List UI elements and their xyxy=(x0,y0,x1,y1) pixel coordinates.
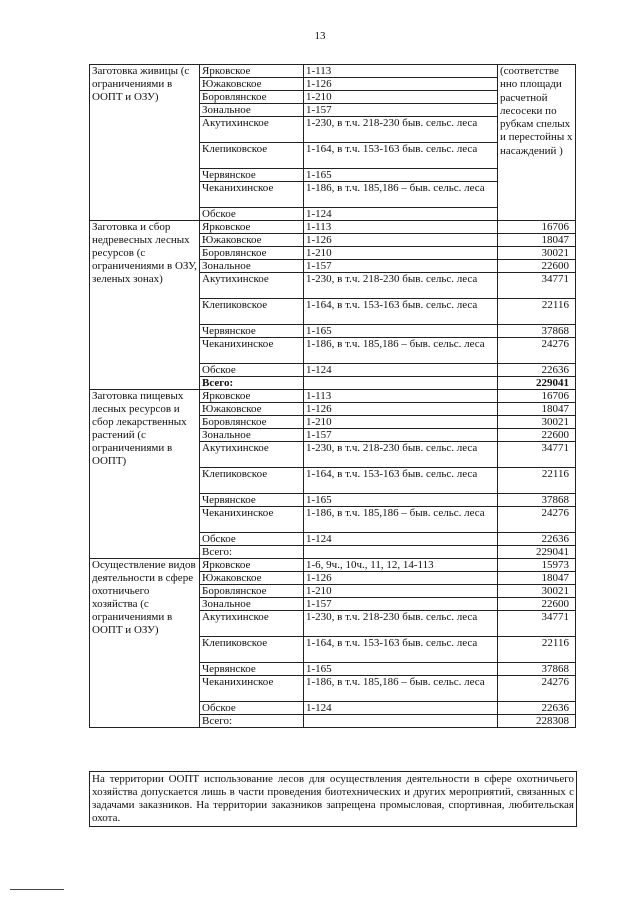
quarters-cell: 1-230, в т.ч. 218-230 быв. сельс. леса xyxy=(304,273,498,299)
table-row xyxy=(90,390,576,403)
quarters-cell: 1-230, в т.ч. 218-230 быв. сельс. леса xyxy=(304,117,498,143)
area-cell: 30021 xyxy=(498,247,576,260)
area-cell: 37868 xyxy=(498,325,576,338)
quarters-cell: 1-124 xyxy=(304,208,498,221)
total-empty-cell xyxy=(304,546,498,559)
forestry-cell: Ярковское xyxy=(200,221,304,234)
forestry-cell: Боровлянское xyxy=(200,91,304,104)
forestry-cell: Акутихинское xyxy=(200,273,304,299)
area-cell: 30021 xyxy=(498,416,576,429)
quarters-cell: 1-157 xyxy=(304,598,498,611)
table-row xyxy=(90,559,576,572)
forestry-cell: Боровлянское xyxy=(200,247,304,260)
total-value: 228308 xyxy=(498,715,576,728)
area-cell: 22600 xyxy=(498,260,576,273)
forestry-cell: Южаковское xyxy=(200,234,304,247)
quarters-cell: 1-164, в т.ч. 153-163 быв. сельс. леса xyxy=(304,143,498,169)
area-cell: 22116 xyxy=(498,468,576,494)
area-cell: 16706 xyxy=(498,390,576,403)
forestry-cell: Клепиковское xyxy=(200,299,304,325)
quarters-cell: 1-113 xyxy=(304,65,498,78)
forestry-cell: Червянское xyxy=(200,663,304,676)
quarters-cell: 1-164, в т.ч. 153-163 быв. сельс. леса xyxy=(304,299,498,325)
forestry-cell: Обское xyxy=(200,533,304,546)
quarters-cell: 1-186, в т.ч. 185,186 – быв. сельс. леса xyxy=(304,338,498,364)
forestry-cell: Южаковское xyxy=(200,572,304,585)
area-cell: 22600 xyxy=(498,429,576,442)
quarters-cell: 1-210 xyxy=(304,247,498,260)
quarters-cell: 1-124 xyxy=(304,533,498,546)
activity-cell: Осуществление видов деятельности в сфере охотничьего хозяйства (с ограничениями в ООПТ и ОЗУ) xyxy=(90,559,200,728)
area-cell: 22600 xyxy=(498,598,576,611)
forestry-cell: Обское xyxy=(200,208,304,221)
quarters-cell: 1-157 xyxy=(304,104,498,117)
quarters-cell: 1-165 xyxy=(304,494,498,507)
quarters-cell: 1-124 xyxy=(304,702,498,715)
table-row xyxy=(90,221,576,234)
area-cell: 34771 xyxy=(498,611,576,637)
forestry-cell: Южаковское xyxy=(200,78,304,91)
activity-cell: Заготовка живицы (с ограничениями в ООПТ и ОЗУ) xyxy=(90,65,200,221)
quarters-cell: 1-165 xyxy=(304,169,498,182)
quarters-cell: 1-113 xyxy=(304,221,498,234)
forestry-cell: Южаковское xyxy=(200,403,304,416)
forestry-cell: Клепиковское xyxy=(200,143,304,169)
quarters-cell: 1-126 xyxy=(304,234,498,247)
forestry-cell: Чеканихинское xyxy=(200,182,304,208)
area-cell: 24276 xyxy=(498,338,576,364)
quarters-cell: 1-186, в т.ч. 185,186 – быв. сельс. леса xyxy=(304,182,498,208)
area-note-cell: (соответстве нно площади расчетной лесосеки по рубкам спелых и перестойны х насаждений ) xyxy=(498,65,576,221)
quarters-cell: 1-6, 9ч., 10ч., 11, 12, 14-113 xyxy=(304,559,498,572)
quarters-cell: 1-126 xyxy=(304,572,498,585)
forestry-cell: Обское xyxy=(200,702,304,715)
quarters-cell: 1-113 xyxy=(304,390,498,403)
area-cell: 37868 xyxy=(498,663,576,676)
area-cell: 18047 xyxy=(498,403,576,416)
forestry-cell: Акутихинское xyxy=(200,442,304,468)
quarters-cell: 1-165 xyxy=(304,325,498,338)
area-cell: 24276 xyxy=(498,507,576,533)
quarters-cell: 1-210 xyxy=(304,585,498,598)
table-row xyxy=(90,65,576,78)
area-cell: 16706 xyxy=(498,221,576,234)
quarters-cell: 1-186, в т.ч. 185,186 – быв. сельс. леса xyxy=(304,676,498,702)
quarters-cell: 1-210 xyxy=(304,91,498,104)
forestry-cell: Зональное xyxy=(200,598,304,611)
forestry-cell: Акутихинское xyxy=(200,611,304,637)
area-cell: 22116 xyxy=(498,299,576,325)
quarters-cell: 1-230, в т.ч. 218-230 быв. сельс. леса xyxy=(304,442,498,468)
forestry-cell: Червянское xyxy=(200,325,304,338)
area-cell: 30021 xyxy=(498,585,576,598)
area-cell: 22116 xyxy=(498,637,576,663)
page-number: 13 xyxy=(314,30,326,42)
forestry-cell: Боровлянское xyxy=(200,585,304,598)
forestry-cell: Ярковское xyxy=(200,390,304,403)
forestry-cell: Зональное xyxy=(200,260,304,273)
activity-cell: Заготовка пищевых лесных ресурсов и сбор лекарственных растений (с ограничениями в ООПТ) xyxy=(90,390,200,559)
hunting-restriction-note: На территории ООПТ использование лесов для осуществления деятельности в сфере охотничьего хозяйства допускается лишь в части проведения биотехнических и других мероприятий, связанных с задачами заказников. На территории заказников запрещена промысловая, спортивная, любительская охота. xyxy=(89,771,577,827)
quarters-cell: 1-186, в т.ч. 185,186 – быв. сельс. леса xyxy=(304,507,498,533)
forestry-cell: Червянское xyxy=(200,169,304,182)
area-cell: 22636 xyxy=(498,364,576,377)
quarters-cell: 1-157 xyxy=(304,429,498,442)
forestry-cell: Акутихинское xyxy=(200,117,304,143)
forestry-cell: Клепиковское xyxy=(200,637,304,663)
area-cell: 22636 xyxy=(498,702,576,715)
quarters-cell: 1-210 xyxy=(304,416,498,429)
quarters-cell: 1-230, в т.ч. 218-230 быв. сельс. леса xyxy=(304,611,498,637)
forestry-cell: Зональное xyxy=(200,429,304,442)
area-cell: 22636 xyxy=(498,533,576,546)
forest-use-table xyxy=(89,64,576,728)
quarters-cell: 1-124 xyxy=(304,364,498,377)
total-value: 229041 xyxy=(498,377,576,390)
activity-cell: Заготовка и сбор недревесных лесных ресурсов (с ограничениями в ОЗУ, зеленых зонах) xyxy=(90,221,200,390)
area-cell: 15973 xyxy=(498,559,576,572)
quarters-cell: 1-157 xyxy=(304,260,498,273)
footnote-divider xyxy=(10,889,64,890)
quarters-cell: 1-165 xyxy=(304,663,498,676)
forestry-cell: Обское xyxy=(200,364,304,377)
forestry-cell: Ярковское xyxy=(200,559,304,572)
area-cell: 24276 xyxy=(498,676,576,702)
quarters-cell: 1-164, в т.ч. 153-163 быв. сельс. леса xyxy=(304,468,498,494)
forestry-cell: Ярковское xyxy=(200,65,304,78)
area-cell: 18047 xyxy=(498,234,576,247)
total-label: Всего: xyxy=(200,715,304,728)
forestry-cell: Клепиковское xyxy=(200,468,304,494)
total-empty-cell xyxy=(304,715,498,728)
area-cell: 34771 xyxy=(498,273,576,299)
total-value: 229041 xyxy=(498,546,576,559)
area-cell: 37868 xyxy=(498,494,576,507)
area-cell: 34771 xyxy=(498,442,576,468)
forestry-cell: Чеканихинское xyxy=(200,676,304,702)
forestry-cell: Зональное xyxy=(200,104,304,117)
forestry-cell: Червянское xyxy=(200,494,304,507)
forestry-cell: Чеканихинское xyxy=(200,338,304,364)
quarters-cell: 1-164, в т.ч. 153-163 быв. сельс. леса xyxy=(304,637,498,663)
area-cell: 18047 xyxy=(498,572,576,585)
quarters-cell: 1-126 xyxy=(304,78,498,91)
forestry-cell: Боровлянское xyxy=(200,416,304,429)
quarters-cell: 1-126 xyxy=(304,403,498,416)
total-empty-cell xyxy=(304,377,498,390)
forestry-cell: Чеканихинское xyxy=(200,507,304,533)
total-label: Всего: xyxy=(200,546,304,559)
total-label: Всего: xyxy=(200,377,304,390)
